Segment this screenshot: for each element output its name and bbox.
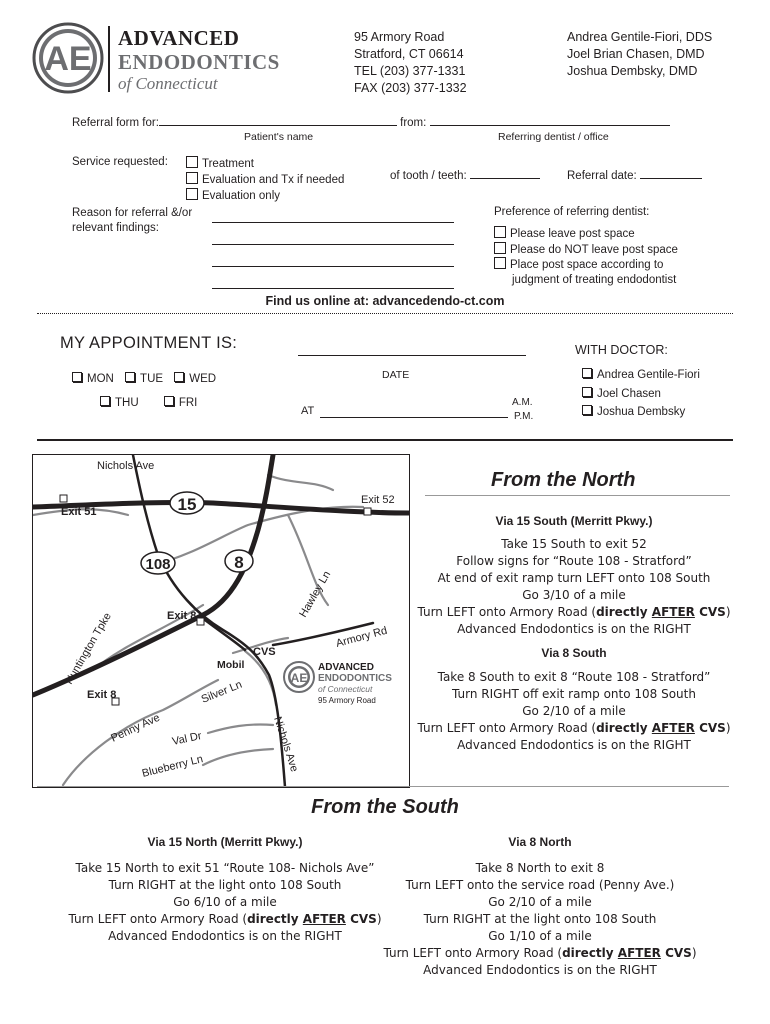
referral-date-row [567,170,702,182]
map-logo-address: 95 Armory Road [318,696,376,705]
direction-line: Advanced Endodontics is on the RIGHT [457,738,691,752]
date-caption: DATE [382,369,410,381]
north-via8-directions [410,669,738,754]
svg-text:AE: AE [290,671,308,685]
logo [32,22,292,98]
direction-line: Go 2/10 of a mile [488,895,592,909]
referral-for-row [72,117,670,129]
checkbox[interactable] [186,156,198,168]
direction-line: Turn LEFT onto Armory Road (directly AFTER CVS) [68,912,382,926]
label-exit-52: Exit 52 [361,494,395,506]
checkbox[interactable] [164,396,174,406]
from-label: from: [400,117,427,129]
doctor-option[interactable]: Joel Chasen [582,385,700,404]
label-huntington-tpke: Huntington Tpke [63,610,114,687]
direction-line: Turn LEFT onto Armory Road (directly AFTER CVS) [417,721,731,735]
tooth-label: of tooth / teeth: [390,170,467,182]
checkbox[interactable] [582,405,592,415]
map-logo-line2: ENDODONTICS [318,673,392,684]
south-via8-title: Via 8 North [508,835,572,849]
day-option[interactable]: WED [174,373,216,385]
direction-line: Turn RIGHT at the light onto 108 South [423,912,657,926]
map-logo-line3: of Connecticut [318,684,373,694]
checkbox[interactable] [125,372,135,382]
preference-option[interactable]: Please do NOT leave post space [494,242,678,258]
map-logo-icon [284,662,314,692]
day-option[interactable]: THU [100,397,139,409]
preference-option[interactable]: Please leave post space [494,226,678,242]
day-option[interactable]: FRI [164,397,198,409]
phone: TEL (203) 377-1331 [354,64,466,78]
doctor-options [582,366,700,422]
north-via8-title: Via 8 South [541,646,607,660]
map [32,454,410,788]
preference-label: Preference of referring dentist: [494,206,650,218]
doctor-name: Andrea Gentile-Fiori, DDS [567,30,713,44]
referral-date-label: Referral date: [567,170,637,182]
checkbox[interactable] [100,396,110,406]
direction-line: Advanced Endodontics is on the RIGHT [108,929,342,943]
preference-options [494,226,678,287]
label-armory-rd: Armory Rd [334,624,389,650]
direction-line: At end of exit ramp turn LEFT onto 108 South [437,571,711,585]
am-label: A.M. [512,397,533,408]
service-label: Service requested: [72,156,168,168]
referral-date-field[interactable] [640,178,702,179]
with-doctor-label: WITH DOCTOR: [575,343,668,357]
tooth-row [390,170,540,182]
reason-lines[interactable] [212,210,454,289]
doctor-name: Joel Brian Chasen, DMD [567,47,705,61]
direction-line: Turn RIGHT at the light onto 108 South [108,878,342,892]
dotted-divider [37,313,733,314]
map-logo-line1: ADVANCED [318,662,374,673]
service-option[interactable]: Evaluation and Tx if needed [186,172,344,188]
address-line: Stratford, CT 06614 [354,47,464,61]
preference-option[interactable]: Place post space according to [494,257,678,273]
direction-line: Turn LEFT onto the service road (Penny Ave.) [405,878,675,892]
exit-marker [197,618,204,625]
brand-line2: ENDODONTICS [118,50,280,74]
referring-dentist-field[interactable] [430,125,670,126]
direction-line: Go 3/10 of a mile [522,588,626,602]
label-cvs: CVS [253,646,276,658]
direction-line: Turn LEFT onto Armory Road (directly AFTER CVS) [417,605,731,619]
address-line: 95 Armory Road [354,30,445,44]
north-via15-directions [410,536,738,638]
day-option[interactable]: MON [72,373,114,385]
doctor-option[interactable]: Joshua Dembsky [582,403,700,422]
label-silver-ln: Silver Ln [199,678,244,706]
checkbox[interactable] [494,242,506,254]
route-15-shield-icon [170,492,204,514]
map-drawing [33,455,409,787]
label-blueberry-ln: Blueberry Ln [140,753,205,780]
south-via8-directions [380,860,700,979]
patient-name-caption: Patient's name [244,131,314,143]
direction-line: Turn LEFT onto Armory Road (directly AFTER CVS) [383,946,697,960]
at-label: AT [301,405,315,417]
exit-marker [60,495,67,502]
pm-label: P.M. [514,411,534,422]
doctor-option[interactable]: Andrea Gentile-Fiori [582,366,700,385]
label-val-dr: Val Dr [171,730,203,748]
date-field[interactable] [298,355,526,356]
checkbox[interactable] [186,188,198,200]
south-title: From the South [311,796,459,818]
preference-option-cont: judgment of treating endodontist [512,273,677,286]
direction-line: Go 1/10 of a mile [488,929,592,943]
checkbox[interactable] [72,372,82,382]
address-block [354,29,467,97]
appointment-divider [37,439,733,441]
brand-line3: of Connecticut [118,74,218,93]
service-option[interactable]: Treatment [186,156,344,172]
days-row-2 [100,396,197,409]
checkbox[interactable] [582,368,592,378]
referral-for-label: Referral form for: [72,117,159,129]
direction-line: Take 8 South to exit 8 “Route 108 - Stratford” [437,670,711,684]
label-exit-51: Exit 51 [61,506,97,518]
route-15-label: 15 [177,495,197,514]
direction-line: Follow signs for “Route 108 - Stratford” [456,554,692,568]
direction-line: Go 6/10 of a mile [173,895,277,909]
brand-line1: ADVANCED [118,26,240,50]
route-108-label: 108 [145,556,171,573]
route-8-label: 8 [234,553,244,572]
north-title-rule [425,495,730,496]
label-exit-8-lower: Exit 8 [87,689,117,701]
label-penny-ave: Penny Ave [109,711,162,745]
south-via15-title: Via 15 North (Merritt Pkwy.) [147,835,303,849]
checkbox[interactable] [494,257,506,269]
tooth-field[interactable] [470,178,540,179]
north-title: From the North [491,469,636,491]
checkbox[interactable] [582,387,592,397]
checkbox[interactable] [174,372,184,382]
direction-line: Take 8 North to exit 8 [475,861,605,875]
day-option[interactable]: TUE [125,373,163,385]
route-108-shield-icon [141,552,175,574]
checkbox[interactable] [186,172,198,184]
exit-marker [364,508,371,515]
north-via15-title: Via 15 South (Merritt Pkwy.) [495,514,653,528]
direction-line: Go 2/10 of a mile [522,704,626,718]
service-option[interactable]: Evaluation only [186,188,344,204]
south-title-rule [37,786,729,787]
find-online: Find us online at: advancedendo-ct.com [265,294,505,308]
days-row-1 [72,372,216,385]
checkbox[interactable] [494,226,506,238]
label-hawley-ln: Hawley Ln [297,569,334,620]
fax: FAX (203) 377-1332 [354,81,467,95]
appointment-title: MY APPOINTMENT IS: [60,334,238,352]
time-field[interactable] [320,417,508,418]
referring-caption: Referring dentist / office [498,131,609,143]
direction-line: Turn RIGHT off exit ramp onto 108 South [452,687,696,701]
svg-text:AE: AE [44,40,92,78]
south-via15-directions [60,860,390,945]
direction-line: Take 15 North to exit 51 “Route 108- Nichols Ave” [75,861,375,875]
doctor-name: Joshua Dembsky, DMD [567,64,698,78]
label-nichols-ave-top: Nichols Ave [97,460,155,472]
route-8-shield-icon [225,550,253,572]
service-options [186,156,344,204]
direction-line: Take 15 South to exit 52 [501,537,647,551]
direction-line: Advanced Endodontics is on the RIGHT [457,622,691,636]
label-nichols-ave-bottom: Nichols Ave [271,715,301,774]
reason-label: Reason for referral &/or relevant findings: [72,207,193,234]
doctor-list [567,29,712,80]
patient-name-field[interactable] [159,125,397,126]
direction-line: Advanced Endodontics is on the RIGHT [423,963,657,977]
logo-emblem-icon [32,22,104,94]
label-mobil: Mobil [217,659,245,671]
label-exit-8-upper: Exit 8 [167,610,197,622]
